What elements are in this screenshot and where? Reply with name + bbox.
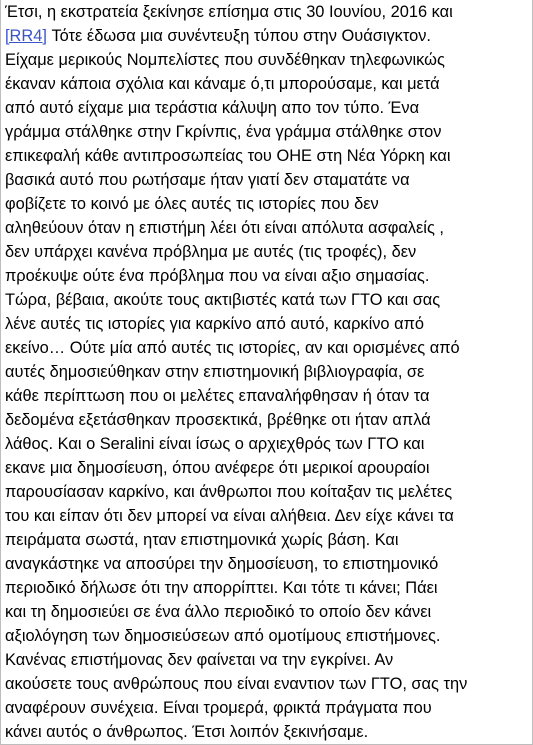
- text-line-5: από αυτό είχαμε μια τεράστια κάλυψη απο τον τύπο. Ένα: [5, 99, 420, 117]
- text-line-28: Κανένας επιστήμονας δεν φαίνεται να την εγκρίνει. Αν: [5, 651, 394, 669]
- text-line-22: του και είπαν ότι δεν μπορεί να είναι αλήθεια. Δεν είχε κάνει τα: [5, 507, 454, 525]
- text-line-14: λένε αυτές τις ιστορίες για καρκίνο από αυτό, καρκίνο από: [5, 315, 424, 333]
- text-line-15: εκείνο… Ούτε μία από αυτές τις ιστορίες, αν και ορισμένες από: [5, 339, 460, 357]
- text-line-10: αληθεύουν όταν η επιστήμη λέει ότι είναι απόλυτα ασφαλείς ,: [5, 219, 444, 237]
- text-line-4: έκαναν κάποια σχόλια και κάναμε ό,τι μπορούσαμε, και μετά: [5, 75, 440, 93]
- text-line-11: δεν υπάρχει κανένα πρόβλημα με αυτές (τις τροφές), δεν: [5, 243, 417, 261]
- text-line-9: φοβίζετε το κοινό με όλες αυτές τις ιστορίες που δεν: [5, 195, 379, 213]
- text-line-23: πειράματα σωστά, ηταν επιστημονικά χωρίς βάση. Και: [5, 531, 399, 549]
- reference-link[interactable]: [RR4]: [5, 27, 47, 45]
- text-line-7: επικεφαλή κάθε αντιπροσωπείας του ΟΗΕ στη Νέα Υόρκη και: [5, 147, 451, 165]
- text-line-1: Έτσι, η εκστρατεία ξεκίνησε επίσημα στις 30 Ιουνίου, 2016 και: [5, 3, 453, 21]
- text-line-16: αυτές δημοσιεύθηκαν στην επιστημονική βιβλιογραφία, σε: [5, 363, 425, 381]
- text-line-24: αναγκάστηκε να αποσύρει την δημοσίευση, το επιστημονικό: [5, 555, 439, 573]
- text-line-13: Τώρα, βέβαια, ακούτε τους ακτιβιστές κατά των ΓΤΟ και σας: [5, 291, 441, 309]
- text-line-30: αναφέρουν συνέχεια. Είναι τρομερά, φρικτά πράγματα που: [5, 699, 432, 717]
- text-line-6: γράμμα στάλθηκε στην Γκρίνπις, ένα γράμμα στάλθηκε στον: [5, 123, 442, 141]
- text-line-29: ακούσετε τους ανθρώπους που είναι εναντιον των ΓΤΟ, σας την: [5, 675, 468, 693]
- text-line-26: και τη δημοσιεύει σε ένα άλλο περιοδικό το οποίο δεν κάνει: [5, 603, 432, 621]
- text-line-27: αξιολόγηση των δημοσιεύσεων από ομοτίμους επιστήμονες.: [5, 627, 441, 645]
- text-line-25: περιοδικό δήλωσε ότι την απορρίπτει. Και τότε τι κάνει; Πάει: [5, 579, 438, 597]
- text-line-12: προέκυψε ούτε ένα πρόβλημα που να είναι αξιο σημασίας.: [5, 267, 430, 285]
- text-line-17: κάθε περίπτωση που οι μελέτες επαναλήφθησαν ή όταν τα: [5, 387, 430, 405]
- text-line-21: παρουσίασαν καρκίνο, και άνθρωποι που κοίταξαν τις μελέτες: [5, 483, 453, 501]
- text-line-3: Είχαμε μερικούς Νομπελίστες που συνδέθηκαν τηλεφωνικώς: [5, 51, 445, 69]
- text-line-31: κάνει αυτός ο άνθρωπος. Έτσι λοιπόν ξεκινήσαμε.: [5, 723, 369, 741]
- text-line-2-content: Τότε έδωσα μια συνέντευξη τύπου στην Ουάσιγκτον.: [46, 27, 431, 45]
- text-line-18: δεδομένα εξετάσθηκαν προσεκτικά, βρέθηκε οτι ήταν απλά: [5, 411, 431, 429]
- text-line-2: [5, 24, 431, 48]
- text-line-20: εκανε μια δημοσίευση, όπου ανέφερε ότι μερικοί αρουραίοι: [5, 459, 430, 477]
- text-line-19: λάθος. Και ο Seralini είναι ίσως ο αρχιεχθρός των ΓΤΟ και: [5, 435, 425, 453]
- text-line-8: βασικά αυτό που ρωτήσαμε ήταν γιατί δεν σταματάτε να: [5, 171, 410, 189]
